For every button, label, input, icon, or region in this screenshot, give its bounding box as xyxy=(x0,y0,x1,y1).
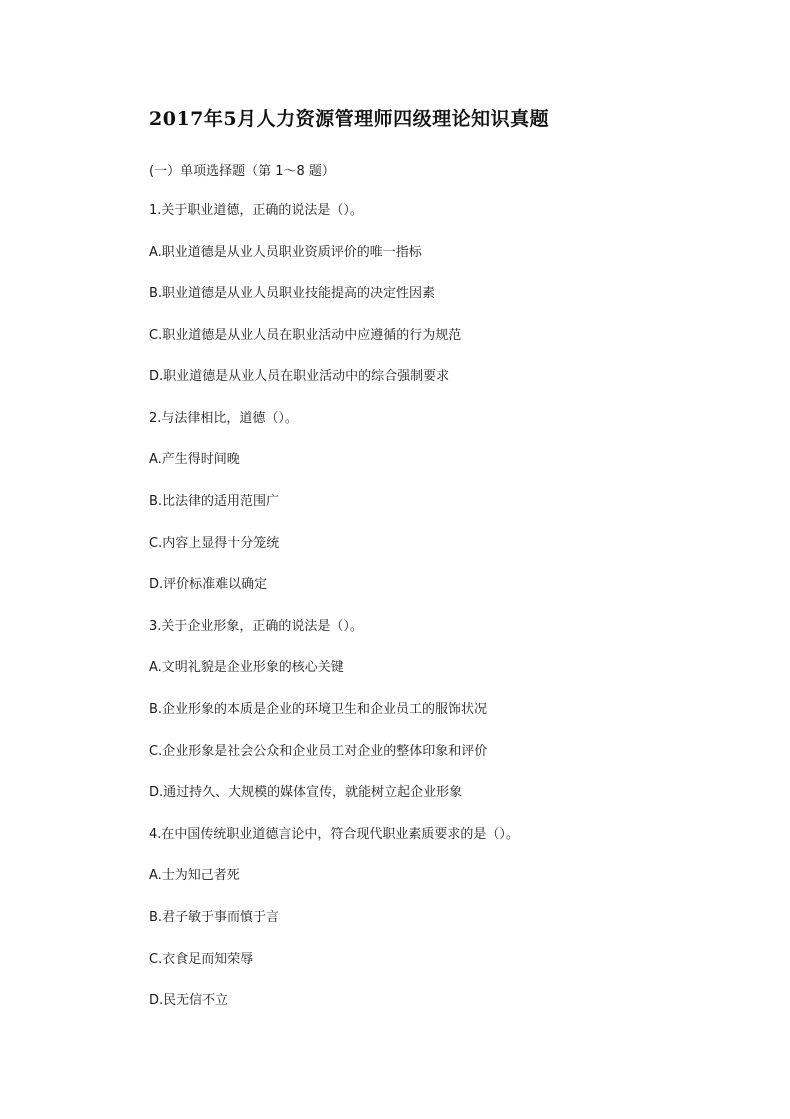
answer-option: D.评价标准难以确定 xyxy=(149,577,268,592)
answer-option: C.衣食足而知荣辱 xyxy=(149,952,254,967)
answer-option: D.通过持久、大规模的媒体宣传，就能树立起企业形象 xyxy=(149,785,463,800)
answer-option: D.民无信不立 xyxy=(149,993,229,1008)
answer-option: A.产生得时间晚 xyxy=(149,452,240,467)
answer-option: B.企业形象的本质是企业的环境卫生和企业员工的服饰状况 xyxy=(149,702,488,717)
answer-option: C.职业道德是从业人员在职业活动中应遵循的行为规范 xyxy=(149,328,462,343)
section-heading: (一）单项选择题（第 1～8 题） xyxy=(149,164,335,179)
answer-option: D.职业道德是从业人员在职业活动中的综合强制要求 xyxy=(149,369,450,384)
question-stem: 4.在中国传统职业道德言论中，符合现代职业素质要求的是（）。 xyxy=(149,827,519,842)
answer-option: C.内容上显得十分笼统 xyxy=(149,536,280,551)
question-stem: 1.关于职业道德，正确的说法是（）。 xyxy=(149,203,363,218)
answer-option: B.君子敏于事而慎于言 xyxy=(149,910,280,925)
answer-option: B.比法律的适用范围广 xyxy=(149,494,280,509)
answer-option: A.职业道德是从业人员职业资质评价的唯一指标 xyxy=(149,245,422,260)
question-stem: 3.关于企业形象，正确的说法是（）。 xyxy=(149,619,363,634)
answer-option: B.职业道德是从业人员职业技能提高的决定性因素 xyxy=(149,286,436,301)
answer-option: A.文明礼貌是企业形象的核心关键 xyxy=(149,660,344,675)
answer-option: A.士为知己者死 xyxy=(149,868,240,883)
answer-option: C.企业形象是社会公众和企业员工对企业的整体印象和评价 xyxy=(149,744,488,759)
question-stem: 2.与法律相比，道德（）。 xyxy=(149,411,298,426)
document-title: 2017年5月人力资源管理师四级理论知识真题 xyxy=(149,108,550,130)
